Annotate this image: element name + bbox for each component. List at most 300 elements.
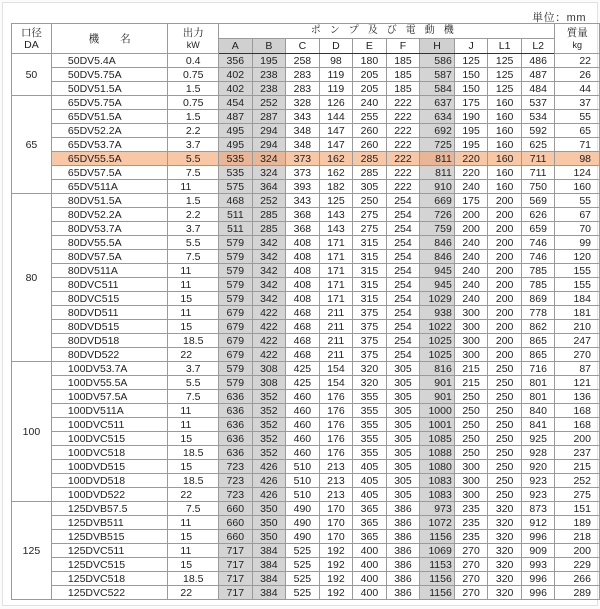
dim-a-cell: 511 xyxy=(219,208,253,222)
header-dim-d: D xyxy=(319,39,353,54)
dim-d-cell: 147 xyxy=(319,138,353,152)
dim-d-cell: 171 xyxy=(319,250,353,264)
dim-a-cell: 402 xyxy=(219,68,253,82)
dim-a-cell: 679 xyxy=(219,348,253,362)
dim-j-cell: 270 xyxy=(454,586,488,600)
dim-b-cell: 252 xyxy=(252,194,286,208)
dim-h-cell: 938 xyxy=(420,306,455,320)
output-kw-cell: 0.4 xyxy=(168,54,219,68)
dim-e-cell: 255 xyxy=(353,110,387,124)
dim-f-cell: 305 xyxy=(386,418,420,432)
dim-l1-cell: 320 xyxy=(488,572,522,586)
dim-j-cell: 240 xyxy=(454,250,488,264)
dim-l1-cell: 160 xyxy=(488,152,522,166)
dim-b-cell: 195 xyxy=(252,54,286,68)
dim-l2-cell: 923 xyxy=(521,474,555,488)
dim-l2-cell: 711 xyxy=(521,166,555,180)
dim-b-cell: 252 xyxy=(252,96,286,110)
dim-h-cell: 759 xyxy=(420,222,455,236)
dim-f-cell: 305 xyxy=(386,376,420,390)
model-name-cell: 125DVC511 xyxy=(51,544,168,558)
model-name-cell: 65DV57.5A xyxy=(51,166,168,180)
dim-a-cell: 717 xyxy=(219,586,253,600)
dim-l1-cell: 200 xyxy=(488,208,522,222)
dim-e-cell: 355 xyxy=(353,432,387,446)
dim-j-cell: 125 xyxy=(454,54,488,68)
dim-c-cell: 368 xyxy=(286,208,320,222)
dim-l2-cell: 923 xyxy=(521,488,555,502)
dim-c-cell: 373 xyxy=(286,166,320,180)
dim-l1-cell: 200 xyxy=(488,194,522,208)
dim-e-cell: 365 xyxy=(353,502,387,516)
table-row xyxy=(12,390,600,404)
dim-e-cell: 315 xyxy=(353,264,387,278)
dim-e-cell: 315 xyxy=(353,292,387,306)
model-name-cell: 80DVD522 xyxy=(51,348,168,362)
dim-h-cell: 901 xyxy=(420,390,455,404)
dim-b-cell: 342 xyxy=(252,292,286,306)
dim-b-cell: 422 xyxy=(252,320,286,334)
model-name-cell: 80DV511A xyxy=(51,264,168,278)
dim-l1-cell: 200 xyxy=(488,278,522,292)
dim-f-cell: 386 xyxy=(386,544,420,558)
dim-l2-cell: 996 xyxy=(521,586,555,600)
output-kw-cell: 7.5 xyxy=(168,502,219,516)
dim-b-cell: 294 xyxy=(252,138,286,152)
dim-a-cell: 579 xyxy=(219,236,253,250)
mass-kg-cell: 71 xyxy=(555,138,600,152)
dim-h-cell: 910 xyxy=(420,180,455,194)
table-row xyxy=(12,488,600,502)
table-row xyxy=(12,334,600,348)
dim-h-cell: 1025 xyxy=(420,348,455,362)
dim-b-cell: 352 xyxy=(252,404,286,418)
dim-a-cell: 717 xyxy=(219,558,253,572)
table-row xyxy=(12,460,600,474)
dim-c-cell: 468 xyxy=(286,348,320,362)
dim-c-cell: 460 xyxy=(286,418,320,432)
dim-f-cell: 386 xyxy=(386,502,420,516)
dim-j-cell: 250 xyxy=(454,432,488,446)
dim-l2-cell: 534 xyxy=(521,110,555,124)
table-row xyxy=(12,138,600,152)
dim-f-cell: 222 xyxy=(386,180,420,194)
dim-d-cell: 192 xyxy=(319,544,353,558)
dim-j-cell: 250 xyxy=(454,404,488,418)
model-name-cell: 80DV52.2A xyxy=(51,208,168,222)
table-row xyxy=(12,68,600,82)
dim-d-cell: 213 xyxy=(319,474,353,488)
model-name-cell: 100DV55.5A xyxy=(51,376,168,390)
dim-e-cell: 315 xyxy=(353,278,387,292)
output-kw-cell: 7.5 xyxy=(168,390,219,404)
dim-l2-cell: 912 xyxy=(521,516,555,530)
dim-c-cell: 510 xyxy=(286,474,320,488)
dim-e-cell: 375 xyxy=(353,348,387,362)
mass-kg-cell: 155 xyxy=(555,278,600,292)
dim-f-cell: 254 xyxy=(386,334,420,348)
dim-c-cell: 490 xyxy=(286,502,320,516)
dim-l2-cell: 592 xyxy=(521,124,555,138)
dim-b-cell: 294 xyxy=(252,124,286,138)
dim-d-cell: 211 xyxy=(319,334,353,348)
dim-j-cell: 235 xyxy=(454,502,488,516)
table-row xyxy=(12,376,600,390)
model-name-cell: 65DV53.7A xyxy=(51,138,168,152)
dim-e-cell: 320 xyxy=(353,376,387,390)
dim-l2-cell: 537 xyxy=(521,96,555,110)
dim-l2-cell: 716 xyxy=(521,362,555,376)
dim-h-cell: 1069 xyxy=(420,544,455,558)
model-name-cell: 125DVC522 xyxy=(51,586,168,600)
mass-kg-cell: 184 xyxy=(555,292,600,306)
output-kw-cell: 18.5 xyxy=(168,334,219,348)
mass-kg-cell: 26 xyxy=(555,68,600,82)
dim-c-cell: 490 xyxy=(286,530,320,544)
header-dim-a: A xyxy=(219,39,253,54)
mass-kg-cell: 189 xyxy=(555,516,600,530)
dim-j-cell: 240 xyxy=(454,278,488,292)
mass-kg-cell: 124 xyxy=(555,166,600,180)
dim-b-cell: 426 xyxy=(252,474,286,488)
dim-h-cell: 1025 xyxy=(420,334,455,348)
dim-h-cell: 726 xyxy=(420,208,455,222)
dim-h-cell: 811 xyxy=(420,152,455,166)
dim-l2-cell: 750 xyxy=(521,180,555,194)
dim-c-cell: 343 xyxy=(286,194,320,208)
dim-h-cell: 586 xyxy=(420,54,455,68)
dim-j-cell: 240 xyxy=(454,180,488,194)
dim-c-cell: 408 xyxy=(286,278,320,292)
header-mass xyxy=(555,24,600,54)
dim-l1-cell: 200 xyxy=(488,348,522,362)
dim-l2-cell: 865 xyxy=(521,348,555,362)
dim-l2-cell: 778 xyxy=(521,306,555,320)
dim-l2-cell: 841 xyxy=(521,418,555,432)
dim-l2-cell: 569 xyxy=(521,194,555,208)
dim-j-cell: 300 xyxy=(454,488,488,502)
dim-l1-cell: 160 xyxy=(488,166,522,180)
dim-b-cell: 350 xyxy=(252,502,286,516)
dim-l2-cell: 746 xyxy=(521,236,555,250)
dim-j-cell: 270 xyxy=(454,558,488,572)
dim-h-cell: 846 xyxy=(420,250,455,264)
model-name-cell: 50DV51.5A xyxy=(51,82,168,96)
dim-l1-cell: 250 xyxy=(488,418,522,432)
dim-d-cell: 171 xyxy=(319,292,353,306)
dim-h-cell: 1085 xyxy=(420,432,455,446)
dim-l1-cell: 250 xyxy=(488,460,522,474)
dim-j-cell: 200 xyxy=(454,222,488,236)
dim-e-cell: 375 xyxy=(353,320,387,334)
dim-c-cell: 525 xyxy=(286,586,320,600)
dim-a-cell: 679 xyxy=(219,334,253,348)
dim-h-cell: 816 xyxy=(420,362,455,376)
mass-kg-cell: 37 xyxy=(555,96,600,110)
output-kw-cell: 11 xyxy=(168,264,219,278)
dim-f-cell: 305 xyxy=(386,474,420,488)
dim-f-cell: 185 xyxy=(386,68,420,82)
model-name-cell: 100DV57.5A xyxy=(51,390,168,404)
dim-a-cell: 402 xyxy=(219,82,253,96)
output-kw-cell: 22 xyxy=(168,586,219,600)
header-output xyxy=(168,24,219,54)
dim-b-cell: 364 xyxy=(252,180,286,194)
dim-c-cell: 258 xyxy=(286,54,320,68)
dim-l1-cell: 250 xyxy=(488,474,522,488)
table-row xyxy=(12,264,600,278)
dim-e-cell: 400 xyxy=(353,544,387,558)
mass-kg-cell: 65 xyxy=(555,124,600,138)
dim-h-cell: 945 xyxy=(420,278,455,292)
dim-a-cell: 723 xyxy=(219,474,253,488)
dim-h-cell: 901 xyxy=(420,376,455,390)
dim-b-cell: 350 xyxy=(252,516,286,530)
model-name-cell: 80DVD515 xyxy=(51,320,168,334)
dim-b-cell: 350 xyxy=(252,530,286,544)
mass-kg-cell: 168 xyxy=(555,418,600,432)
mass-kg-cell: 247 xyxy=(555,334,600,348)
dim-l1-cell: 320 xyxy=(488,544,522,558)
mass-kg-cell: 215 xyxy=(555,460,600,474)
dim-b-cell: 352 xyxy=(252,432,286,446)
mass-kg-cell: 22 xyxy=(555,54,600,68)
dim-e-cell: 405 xyxy=(353,488,387,502)
dim-b-cell: 422 xyxy=(252,306,286,320)
dim-e-cell: 315 xyxy=(353,236,387,250)
dim-f-cell: 386 xyxy=(386,558,420,572)
dim-e-cell: 320 xyxy=(353,362,387,376)
dim-d-cell: 176 xyxy=(319,418,353,432)
model-name-cell: 125DVB511 xyxy=(51,516,168,530)
dim-e-cell: 275 xyxy=(353,222,387,236)
table-row xyxy=(12,306,600,320)
dim-l2-cell: 873 xyxy=(521,502,555,516)
dim-b-cell: 285 xyxy=(252,208,286,222)
dim-h-cell: 1153 xyxy=(420,558,455,572)
dim-f-cell: 222 xyxy=(386,96,420,110)
dim-a-cell: 636 xyxy=(219,390,253,404)
model-name-cell: 50DV5.4A xyxy=(51,54,168,68)
dim-d-cell: 182 xyxy=(319,180,353,194)
dim-l1-cell: 320 xyxy=(488,558,522,572)
dim-d-cell: 162 xyxy=(319,152,353,166)
dim-d-cell: 119 xyxy=(319,82,353,96)
model-name-cell: 65DV55.5A xyxy=(51,152,168,166)
dim-l1-cell: 320 xyxy=(488,586,522,600)
dim-c-cell: 373 xyxy=(286,152,320,166)
table-row xyxy=(12,404,600,418)
dim-d-cell: 154 xyxy=(319,362,353,376)
dim-f-cell: 254 xyxy=(386,236,420,250)
dim-b-cell: 426 xyxy=(252,488,286,502)
dim-d-cell: 176 xyxy=(319,390,353,404)
dim-f-cell: 254 xyxy=(386,222,420,236)
mass-kg-cell: 160 xyxy=(555,180,600,194)
table-row xyxy=(12,152,600,166)
dim-l1-cell: 200 xyxy=(488,320,522,334)
dim-a-cell: 660 xyxy=(219,502,253,516)
dim-l2-cell: 746 xyxy=(521,250,555,264)
mass-kg-cell: 275 xyxy=(555,488,600,502)
model-name-cell: 80DVC511 xyxy=(51,278,168,292)
dim-e-cell: 355 xyxy=(353,404,387,418)
dim-c-cell: 348 xyxy=(286,138,320,152)
model-name-cell: 125DVB57.5 xyxy=(51,502,168,516)
model-name-cell: 80DV55.5A xyxy=(51,236,168,250)
mass-kg-cell: 218 xyxy=(555,530,600,544)
dim-c-cell: 460 xyxy=(286,390,320,404)
dim-d-cell: 171 xyxy=(319,278,353,292)
dim-c-cell: 343 xyxy=(286,110,320,124)
mass-kg-cell: 136 xyxy=(555,390,600,404)
dim-l1-cell: 160 xyxy=(488,110,522,124)
dim-b-cell: 426 xyxy=(252,460,286,474)
dim-j-cell: 300 xyxy=(454,334,488,348)
dim-c-cell: 525 xyxy=(286,544,320,558)
dim-l2-cell: 711 xyxy=(521,152,555,166)
dim-h-cell: 1083 xyxy=(420,474,455,488)
dim-a-cell: 511 xyxy=(219,222,253,236)
dim-j-cell: 300 xyxy=(454,348,488,362)
dim-a-cell: 660 xyxy=(219,530,253,544)
dim-b-cell: 342 xyxy=(252,236,286,250)
dim-b-cell: 308 xyxy=(252,376,286,390)
header-output-line1: 出力 xyxy=(182,26,204,39)
output-kw-cell: 11 xyxy=(168,404,219,418)
table-row xyxy=(12,418,600,432)
dim-b-cell: 308 xyxy=(252,362,286,376)
dim-e-cell: 375 xyxy=(353,334,387,348)
model-name-cell: 100DVD515 xyxy=(51,460,168,474)
dim-f-cell: 386 xyxy=(386,572,420,586)
dim-a-cell: 679 xyxy=(219,320,253,334)
mass-kg-cell: 200 xyxy=(555,432,600,446)
dim-a-cell: 487 xyxy=(219,110,253,124)
dim-e-cell: 405 xyxy=(353,460,387,474)
dim-d-cell: 98 xyxy=(319,54,353,68)
output-kw-cell: 7.5 xyxy=(168,166,219,180)
dim-e-cell: 405 xyxy=(353,474,387,488)
header-dim-j: J xyxy=(454,39,488,54)
dim-l2-cell: 785 xyxy=(521,278,555,292)
table-row xyxy=(12,586,600,600)
output-kw-cell: 1.5 xyxy=(168,110,219,124)
dim-j-cell: 220 xyxy=(454,166,488,180)
dim-c-cell: 510 xyxy=(286,460,320,474)
dim-d-cell: 143 xyxy=(319,222,353,236)
dim-j-cell: 175 xyxy=(454,96,488,110)
dim-j-cell: 215 xyxy=(454,376,488,390)
dim-b-cell: 285 xyxy=(252,222,286,236)
header-mass-line2: kg xyxy=(572,39,582,50)
dim-d-cell: 162 xyxy=(319,166,353,180)
dim-h-cell: 634 xyxy=(420,110,455,124)
output-kw-cell: 18.5 xyxy=(168,446,219,460)
dim-d-cell: 144 xyxy=(319,110,353,124)
dim-a-cell: 535 xyxy=(219,166,253,180)
mass-kg-cell: 121 xyxy=(555,376,600,390)
dim-e-cell: 355 xyxy=(353,446,387,460)
dim-d-cell: 192 xyxy=(319,586,353,600)
model-name-cell: 80DVD518 xyxy=(51,334,168,348)
dim-l2-cell: 869 xyxy=(521,292,555,306)
dim-l1-cell: 125 xyxy=(488,54,522,68)
dim-d-cell: 213 xyxy=(319,488,353,502)
dim-d-cell: 211 xyxy=(319,306,353,320)
dim-c-cell: 283 xyxy=(286,82,320,96)
dim-a-cell: 579 xyxy=(219,250,253,264)
table-row xyxy=(12,530,600,544)
mass-kg-cell: 55 xyxy=(555,194,600,208)
dim-b-cell: 352 xyxy=(252,390,286,404)
table-row xyxy=(12,446,600,460)
dim-h-cell: 1088 xyxy=(420,446,455,460)
dim-j-cell: 240 xyxy=(454,292,488,306)
dim-l2-cell: 484 xyxy=(521,82,555,96)
dim-h-cell: 1080 xyxy=(420,460,455,474)
dim-e-cell: 285 xyxy=(353,152,387,166)
model-name-cell: 100DVC515 xyxy=(51,432,168,446)
output-kw-cell: 2.2 xyxy=(168,124,219,138)
dim-f-cell: 254 xyxy=(386,348,420,362)
model-name-cell: 80DV51.5A xyxy=(51,194,168,208)
mass-kg-cell: 229 xyxy=(555,558,600,572)
dim-f-cell: 222 xyxy=(386,166,420,180)
table-row xyxy=(12,348,600,362)
dim-h-cell: 1083 xyxy=(420,488,455,502)
dim-f-cell: 254 xyxy=(386,278,420,292)
dim-j-cell: 300 xyxy=(454,460,488,474)
dim-l1-cell: 200 xyxy=(488,292,522,306)
pump-spec-table xyxy=(11,23,600,600)
dim-e-cell: 400 xyxy=(353,586,387,600)
dim-e-cell: 400 xyxy=(353,572,387,586)
output-kw-cell: 15 xyxy=(168,292,219,306)
dim-a-cell: 579 xyxy=(219,264,253,278)
header-dim-f: F xyxy=(386,39,420,54)
dim-f-cell: 254 xyxy=(386,306,420,320)
header-dim-l2: L2 xyxy=(521,39,555,54)
dim-c-cell: 525 xyxy=(286,558,320,572)
dim-b-cell: 384 xyxy=(252,572,286,586)
table-row xyxy=(12,516,600,530)
mass-kg-cell: 98 xyxy=(555,152,600,166)
dim-b-cell: 324 xyxy=(252,166,286,180)
dim-h-cell: 637 xyxy=(420,96,455,110)
dim-f-cell: 254 xyxy=(386,194,420,208)
output-kw-cell: 5.5 xyxy=(168,152,219,166)
model-name-cell: 100DV511A xyxy=(51,404,168,418)
dim-e-cell: 260 xyxy=(353,124,387,138)
output-kw-cell: 11 xyxy=(168,418,219,432)
dim-a-cell: 723 xyxy=(219,488,253,502)
dim-l2-cell: 909 xyxy=(521,544,555,558)
header-dim-b: B xyxy=(252,39,286,54)
diameter-cell: 100 xyxy=(12,362,52,502)
output-kw-cell: 0.75 xyxy=(168,96,219,110)
output-kw-cell: 11 xyxy=(168,516,219,530)
dim-l1-cell: 200 xyxy=(488,222,522,236)
dim-c-cell: 368 xyxy=(286,222,320,236)
table-row xyxy=(12,250,600,264)
mass-kg-cell: 168 xyxy=(555,404,600,418)
output-kw-cell: 11 xyxy=(168,180,219,194)
dim-h-cell: 1029 xyxy=(420,292,455,306)
dim-b-cell: 384 xyxy=(252,544,286,558)
dim-c-cell: 393 xyxy=(286,180,320,194)
dim-j-cell: 195 xyxy=(454,124,488,138)
